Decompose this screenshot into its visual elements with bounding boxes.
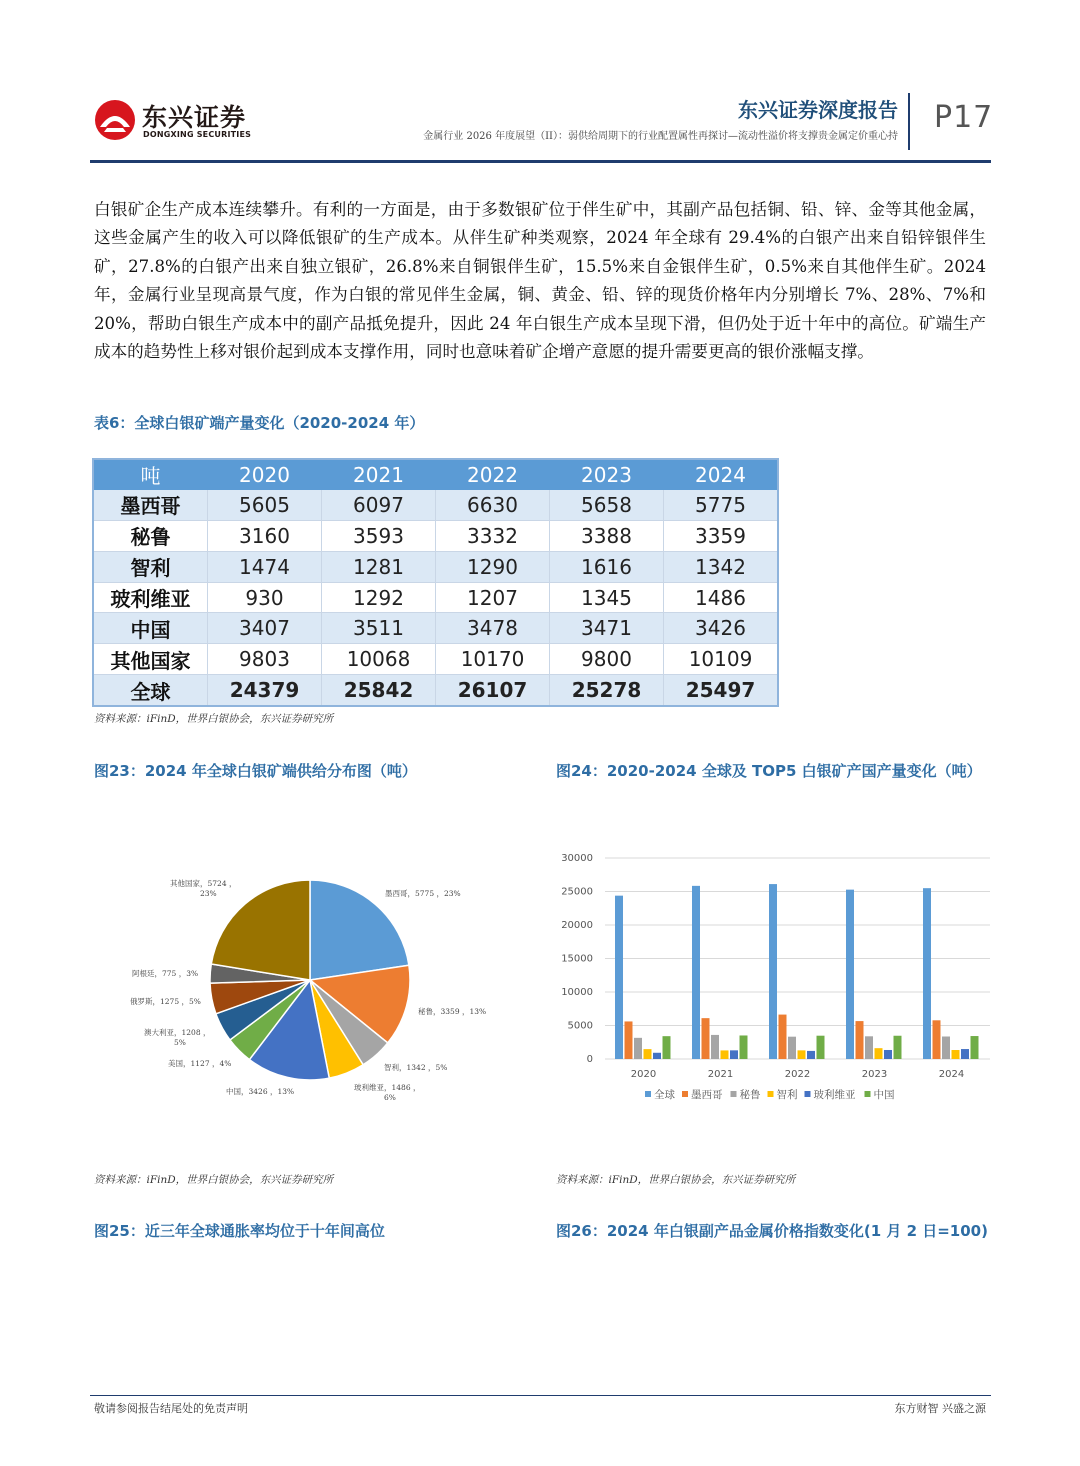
pie-slice (211, 880, 310, 980)
table-cell: 1474 (208, 551, 322, 582)
table-year-header: 2023 (550, 459, 664, 490)
table-row (93, 582, 778, 613)
table-cell: 25278 (550, 675, 664, 706)
bar (961, 1049, 969, 1059)
table-row (93, 490, 778, 520)
table-cell: 25842 (322, 675, 436, 706)
bar (884, 1050, 892, 1059)
logo-text: 东兴证券 (142, 103, 247, 132)
table-source: 资料来源：iFinD，世界白银协会，东兴证券研究所 (94, 713, 334, 725)
table-row-name: 智利 (93, 551, 208, 582)
y-tick-label: 10000 (561, 987, 593, 998)
table-year-header: 2022 (436, 459, 550, 490)
table-cell: 26107 (436, 675, 550, 706)
bar (625, 1021, 633, 1059)
legend-label: 秘鲁 (739, 1089, 761, 1101)
bar (807, 1051, 815, 1059)
fig23-source: 资料来源：iFinD，世界白银协会，东兴证券研究所 (94, 1174, 334, 1186)
table-row (93, 613, 778, 644)
table-cell: 3332 (436, 520, 550, 551)
table-cell: 9800 (550, 644, 664, 675)
footer-slogan: 东方财智 兴盛之源 (894, 1402, 986, 1415)
fig23-caption: 图23：2024 年全球白银矿端供给分布图（吨） (94, 762, 417, 780)
fig24-source: 资料来源：iFinD，世界白银协会，东兴证券研究所 (556, 1174, 796, 1186)
production-table (92, 458, 779, 707)
bar (779, 1015, 787, 1059)
header-separator (908, 93, 910, 150)
bar (856, 1021, 864, 1059)
bar (894, 1036, 902, 1059)
table-cell: 3593 (322, 520, 436, 551)
table-cell: 5775 (664, 490, 779, 520)
table-total-row (93, 675, 778, 706)
legend-swatch (865, 1091, 871, 1097)
table-year-header: 2024 (664, 459, 779, 490)
table-cell: 1290 (436, 551, 550, 582)
page-number: P17 (934, 100, 994, 135)
y-tick-label: 5000 (567, 1020, 593, 1032)
table-cell: 24379 (208, 675, 322, 706)
x-tick-label: 2023 (861, 1069, 888, 1080)
bar (644, 1049, 652, 1059)
table-cell: 1345 (550, 582, 664, 613)
bar (711, 1035, 719, 1059)
table-cell: 3407 (208, 613, 322, 644)
table-row-name: 玻利维亚 (93, 582, 208, 613)
bar-chart (545, 840, 995, 1120)
pie-slice-label: 智利，1342 ，5% (384, 1063, 448, 1072)
pie-slice-label: 其他国家，5724 ， 23% (170, 879, 237, 898)
bar (769, 884, 777, 1059)
table-cell: 3426 (664, 613, 779, 644)
pie-slice-label: 玻利维亚，1486 ， 6% (354, 1083, 421, 1102)
table-cell: 3359 (664, 520, 779, 551)
logo-mark (94, 99, 136, 141)
table-row-name: 全球 (93, 675, 208, 706)
legend-label: 玻利维亚 (813, 1089, 856, 1101)
legend-swatch (645, 1091, 651, 1097)
table-cell: 10109 (664, 644, 779, 675)
table-cell: 1342 (664, 551, 779, 582)
bar (923, 888, 931, 1059)
table-cell: 10170 (436, 644, 550, 675)
report-title: 东兴证券深度报告 (738, 98, 898, 122)
table-cell: 1207 (436, 582, 550, 613)
table-cell: 3511 (322, 613, 436, 644)
pie-slice-label: 阿根廷，775 ，3% (132, 969, 199, 978)
x-tick-label: 2021 (707, 1069, 734, 1080)
table-cell: 1292 (322, 582, 436, 613)
table-cell: 25497 (664, 675, 779, 706)
table-cell: 9803 (208, 644, 322, 675)
logo-english-text: DONGXING SECURITIES (143, 130, 252, 139)
legend-label: 中国 (873, 1089, 895, 1101)
bar (942, 1036, 950, 1059)
legend-swatch (805, 1091, 811, 1097)
bar (692, 886, 700, 1059)
table-cell: 3160 (208, 520, 322, 551)
body-paragraph: 白银矿企生产成本连续攀升。有利的一方面是，由于多数银矿位于伴生矿中，其副产品包括铜、铅、锌、金等其他金属，这些金属产生的收入可以降低银矿的生产成本。从伴生矿种类观察，2024 年全球有 29.4%的白银产出来自铅锌银伴生矿，27.8%的白银产出来自独立银矿，26.8%来自铜银伴生矿，15.5%来自金银伴生矿，0.5%来自其他伴生矿。2024 年，金属行业呈现高景气度，作为白银的常见伴生金属，铜、黄金、铅、锌的现货价格年内分别增长 7%、28%、7%和 20%，帮助白银生产成本中的副产品抵免提升，因此 24 年白银生产成本呈现下滑，但仍处于近十年中的高位。矿端生产成本的趋势性上移对银价起到成本支撑作用，同时也意味着矿企增产意愿的提升需要更高的银价涨幅支撑。 (94, 200, 986, 362)
fig24-caption: 图24：2020-2024 全球及 TOP5 白银矿产国产量变化（吨） (556, 762, 982, 780)
bar (798, 1050, 806, 1059)
pie-slice-label: 中国，3426 ，13% (226, 1087, 295, 1096)
table-cell: 3388 (550, 520, 664, 551)
table-row-name: 墨西哥 (93, 490, 208, 520)
table-cell: 1281 (322, 551, 436, 582)
bar (702, 1018, 710, 1059)
legend-swatch (768, 1091, 774, 1097)
bar (634, 1038, 642, 1059)
report-subtitle: 金属行业 2026 年度展望（II）：弱供给周期下的行业配置属性再探讨—流动性溢价将支撑贵金属定价重心持 (423, 131, 898, 142)
bar (615, 896, 623, 1059)
table-row (93, 551, 778, 582)
header-rule (90, 160, 991, 163)
x-tick-label: 2022 (784, 1069, 811, 1080)
bar (875, 1048, 883, 1059)
table-cell: 5658 (550, 490, 664, 520)
table-year-header: 2021 (322, 459, 436, 490)
footer-rule (90, 1395, 991, 1396)
x-tick-label: 2024 (938, 1069, 965, 1080)
legend-label: 墨西哥 (691, 1089, 723, 1101)
bar (933, 1020, 941, 1059)
table-cell: 5605 (208, 490, 322, 520)
y-tick-label: 15000 (561, 953, 593, 965)
pie-chart (120, 840, 520, 1120)
y-tick-label: 25000 (561, 886, 593, 898)
bar (846, 890, 854, 1059)
pie-slice-label: 澳大利亚，1208 ， 5% (144, 1028, 211, 1047)
table-caption: 表6：全球白银矿端产量变化（2020-2024 年） (94, 414, 425, 432)
x-tick-label: 2020 (630, 1069, 657, 1080)
fig25-caption: 图25：近三年全球通胀率均位于十年间高位 (94, 1222, 385, 1240)
table-cell: 1616 (550, 551, 664, 582)
table-row-name: 其他国家 (93, 644, 208, 675)
bar (721, 1050, 729, 1059)
pie-slice-label: 俄罗斯，1275 ，5% (130, 997, 201, 1006)
bar (730, 1050, 738, 1059)
bar (952, 1050, 960, 1059)
footer-disclaimer: 敬请参阅报告结尾处的免责声明 (94, 1402, 248, 1415)
bar (865, 1036, 873, 1059)
table-cell: 6630 (436, 490, 550, 520)
legend-label: 全球 (654, 1089, 675, 1101)
table-row-name: 秘鲁 (93, 520, 208, 551)
legend-label: 智利 (776, 1089, 798, 1101)
bar (653, 1053, 661, 1059)
table-row (93, 644, 778, 675)
legend-swatch (682, 1091, 688, 1097)
table-cell: 6097 (322, 490, 436, 520)
table-row-name: 中国 (93, 613, 208, 644)
table-cell: 1486 (664, 582, 779, 613)
bar (817, 1036, 825, 1059)
pie-slice-label: 美国，1127 ，4% (168, 1059, 232, 1068)
table-corner: 吨 (93, 459, 208, 490)
y-tick-label: 0 (586, 1054, 593, 1065)
bar (788, 1037, 796, 1059)
table-header-row (93, 459, 778, 490)
y-tick-label: 30000 (561, 853, 593, 864)
bar (663, 1036, 671, 1059)
table-cell: 3478 (436, 613, 550, 644)
table-cell: 10068 (322, 644, 436, 675)
bar (971, 1036, 979, 1059)
y-tick-label: 20000 (561, 920, 593, 931)
bar (740, 1035, 748, 1059)
pie-slice-label: 秘鲁，3359 ，13% (418, 1007, 487, 1016)
fig26-caption: 图26：2024 年白银副产品金属价格指数变化(1 月 2 日=100) (556, 1222, 988, 1240)
pie-slice-label: 墨西哥，5775 ，23% (385, 889, 461, 898)
table-cell: 3471 (550, 613, 664, 644)
table-year-header: 2020 (208, 459, 322, 490)
table-row (93, 520, 778, 551)
legend-swatch (731, 1091, 737, 1097)
table-cell: 930 (208, 582, 322, 613)
